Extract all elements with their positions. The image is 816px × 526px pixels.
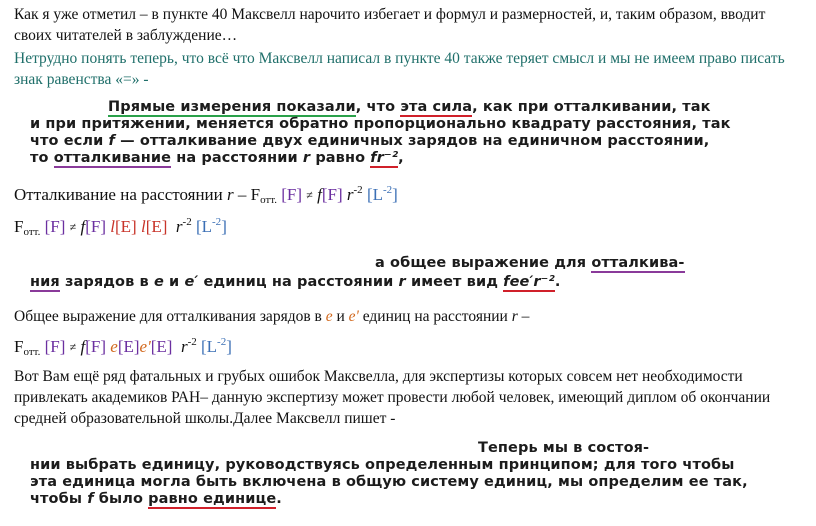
general-text: и	[332, 308, 349, 325]
scan3-text: было	[93, 491, 149, 507]
scan1-text: равно	[310, 150, 371, 166]
scan-excerpt-1	[30, 99, 731, 167]
scan2-symbol-e: e	[153, 274, 164, 290]
formula3-L-end: ]	[226, 337, 232, 356]
not-equal-sign: ≠	[69, 220, 77, 234]
scan1-text: что если	[30, 133, 109, 149]
scan1-text: — отталкивание двух единичных зарядов на единичном расстоянии,	[114, 133, 710, 149]
note-paragraph: Нетрудно понять теперь, что всё что Максвелл написал в пункте 40 также теряет смысл и мы не имеем право писать знак равенства «=» -	[14, 50, 785, 88]
formula1-L: [L	[366, 185, 383, 204]
formula-line-3	[14, 336, 232, 358]
scan1-this-force: эта сила	[400, 99, 473, 115]
general-r: r	[511, 308, 518, 325]
scan1-line3	[30, 133, 731, 150]
scan2-text: а общее выражение для	[375, 255, 592, 271]
formula2-dim-L	[196, 217, 227, 236]
formula2-L-exp: -2	[212, 216, 222, 228]
formula2-l2: l	[140, 217, 146, 236]
general-text: единиц на расстоянии	[358, 308, 512, 325]
formula1-dim-F2: [F]	[321, 185, 343, 204]
scan3-symbol-f: f	[87, 491, 94, 507]
scan2-line2	[30, 274, 685, 291]
scan2-symbol-r: r	[398, 274, 406, 290]
conclusion-paragraph: Вот Вам ещё ряд фатальных и грубых ошибок Максвелла, для экспертизы которых совсем нет необходимости привлекать академиков РАН– данную экспертизу может провести любой человек, имеющий диплом об окончании средней образовательной школы.Далее Максвелл пишет -	[14, 368, 771, 427]
formula3-dim-F: [F]	[44, 337, 66, 356]
general-text: –	[517, 308, 530, 325]
formula2-l1: l	[110, 217, 115, 236]
scan1-formula-fr: fr⁻²	[370, 150, 399, 166]
scan1-text: ,	[398, 150, 404, 166]
formula2-dim-F2: [F]	[85, 217, 107, 236]
formula1-L-end: ]	[392, 185, 398, 204]
scan1-line4	[30, 150, 731, 167]
formula3-e: e	[110, 337, 118, 356]
formula2-f: f	[80, 217, 86, 236]
formula2-sub: отт.	[23, 226, 41, 238]
formula2-F: F	[14, 217, 24, 236]
formula1-dim-F: [F]	[281, 185, 303, 204]
scan3-line3: эта единица могла быть включена в общую систему единиц, мы определим ее так,	[30, 474, 748, 490]
scan-excerpt-3	[30, 440, 748, 508]
scan1-line2: и при притяжении, меняется обратно пропорционально квадрату расстояния, так	[30, 116, 731, 132]
formula3-e2: e'	[139, 337, 151, 356]
formula1-dim-L	[367, 185, 398, 204]
formula1-exp: -2	[353, 184, 363, 196]
general-text: Общее выражение для отталкивания зарядов в	[14, 308, 326, 325]
scan1-direct-measurements: Прямые измерения показали	[108, 99, 356, 115]
not-equal-sign: ≠	[69, 340, 77, 354]
scan2-text: и	[163, 274, 185, 290]
scan2-line1	[30, 255, 685, 272]
formula2-r: r	[175, 217, 183, 236]
formula1-F: – F	[233, 185, 261, 204]
formula3-r: r	[180, 337, 188, 356]
formula1-r2: r	[346, 185, 354, 204]
general-expression	[14, 306, 529, 327]
formula2-L-end: ]	[221, 217, 227, 236]
scan1-symbol-r: r	[302, 150, 311, 166]
formula3-dim-E2: [E]	[150, 337, 173, 356]
formula3-F: F	[14, 337, 24, 356]
general-e: e	[325, 308, 333, 325]
formula2-dim-F: [F]	[44, 217, 66, 236]
scan2-text: имеет вид	[405, 274, 504, 290]
general-e2: e'	[348, 308, 359, 325]
scan3-line4	[30, 491, 748, 508]
formula3-f: f	[80, 337, 86, 356]
scan1-line1	[30, 99, 731, 116]
formula-line-1	[14, 184, 398, 206]
formula1-f: f	[317, 185, 322, 204]
not-equal-sign: ≠	[306, 188, 313, 202]
scan2-text: единиц на расстоянии	[198, 274, 399, 290]
formula3-dim-F2: [F]	[85, 337, 107, 356]
formula3-dim-E: [E]	[117, 337, 140, 356]
formula2-dim-E: [E]	[115, 217, 137, 236]
scan1-text: на расстоянии	[171, 150, 303, 166]
formula3-dim-L	[201, 337, 232, 356]
scan2-repulsion: отталкива-	[591, 255, 685, 271]
scan3-equal-to-one: равно единице	[148, 491, 277, 507]
formula2-dim-E2: [E]	[145, 217, 168, 236]
scan2-text: зарядов в	[59, 274, 154, 290]
formula3-sub: отт.	[23, 346, 41, 358]
scan3-line1: Теперь мы в состоя-	[478, 440, 650, 456]
scan2-text: .	[554, 274, 561, 290]
formula2-exp: -2	[182, 216, 192, 228]
scan1-repulsion: отталкивание	[53, 150, 172, 166]
scan3-line2: нии выбрать единицу, руководствуясь определенным принципом; для того чтобы	[30, 457, 735, 473]
formula1-sub: отт.	[260, 194, 277, 206]
formula3-L-exp: -2	[217, 336, 227, 348]
scan-excerpt-2	[30, 255, 685, 291]
scan3-text: чтобы	[30, 491, 88, 507]
formula1-L-exp: -2	[382, 184, 393, 196]
formula1-text: Отталкивание на расстоянии	[14, 185, 227, 204]
scan2-repulsion-end: ния	[30, 274, 60, 290]
formula1-r: r	[227, 185, 234, 204]
intro-paragraph: Как я уже отметил – в пункте 40 Максвелл нарочито избегает и формул и размерностей, и, таким образом, вводит своих читателей в заблуждение…	[14, 6, 766, 44]
scan1-symbol-f: f	[108, 133, 115, 149]
formula-line-2	[14, 216, 227, 238]
scan2-formula: fee′r⁻²	[503, 274, 555, 290]
scan2-symbol-e2: e′	[184, 274, 199, 290]
scan1-text: , что	[355, 99, 401, 115]
formula3-L: [L	[200, 337, 218, 356]
scan1-text: , как при отталкивании, так	[472, 99, 711, 115]
scan1-text: то	[30, 150, 54, 166]
formula3-exp: -2	[187, 336, 197, 348]
formula2-L: [L	[195, 217, 213, 236]
scan3-text: .	[276, 491, 282, 507]
